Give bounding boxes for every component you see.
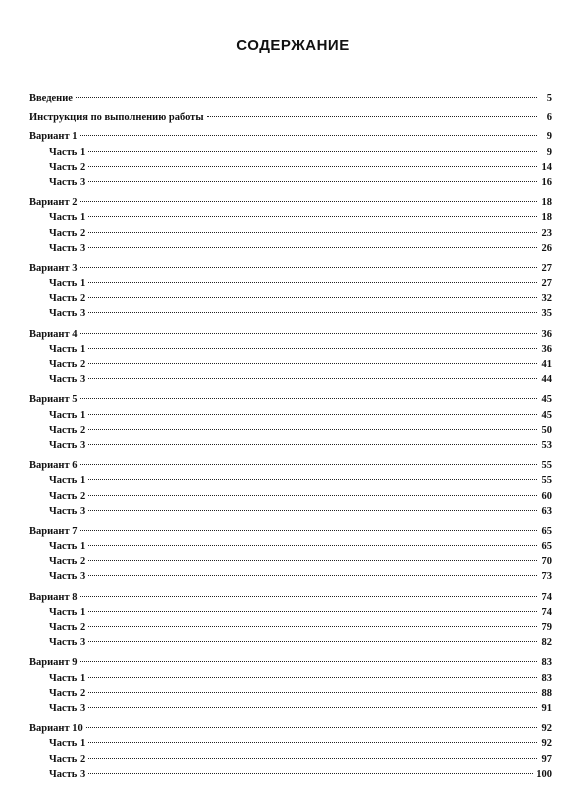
entry-page-number: 60 (541, 490, 552, 502)
dot-leader (88, 479, 537, 480)
toc-entry-variant[interactable] (29, 721, 552, 736)
toc-entry-part[interactable] (29, 291, 552, 306)
dot-leader (80, 596, 537, 597)
entry-label: Часть 2 (49, 161, 86, 173)
entry-label: Часть 2 (49, 490, 86, 502)
entry-page-number: 55 (541, 460, 552, 472)
toc-entry-part[interactable] (29, 473, 552, 488)
dot-leader (88, 363, 537, 364)
dot-leader (88, 414, 537, 415)
toc-entry-part[interactable] (29, 736, 552, 751)
dot-leader (88, 282, 537, 283)
toc-entry-part[interactable] (29, 372, 552, 387)
page-title: СОДЕРЖАНИЕ (236, 37, 350, 54)
toc-entry-part[interactable] (29, 145, 552, 160)
toc-entry-part[interactable] (29, 160, 552, 175)
dot-leader (88, 216, 537, 217)
variant-group (29, 458, 552, 519)
entry-page-number: 74 (541, 591, 552, 603)
entry-page-number: 82 (541, 637, 552, 649)
toc-entry-part[interactable] (29, 569, 552, 584)
entry-page-number: 23 (541, 227, 552, 239)
dot-leader (88, 742, 537, 743)
entry-page-number: 50 (541, 424, 552, 436)
dot-leader (88, 707, 537, 708)
entry-label: Часть 2 (49, 556, 86, 568)
entry-page-number: 91 (541, 702, 552, 714)
entry-page-number: 83 (541, 672, 552, 684)
entry-page-number: 9 (546, 146, 552, 158)
dot-leader (88, 677, 537, 678)
entry-page-number: 18 (541, 212, 552, 224)
entry-page-number: 100 (536, 768, 552, 780)
entry-label: Вариант 10 (29, 723, 83, 735)
entry-page-number: 26 (541, 242, 552, 254)
entry-page-number: 65 (541, 525, 552, 537)
dot-leader (80, 530, 537, 531)
dot-leader (207, 116, 537, 117)
entry-page-number: 55 (541, 475, 552, 487)
entry-label: Часть 2 (49, 687, 86, 699)
entry-page-number: 44 (541, 374, 552, 386)
toc-entry-part[interactable] (29, 241, 552, 256)
toc-entry-variant[interactable] (29, 129, 552, 144)
dot-leader (88, 545, 537, 546)
toc-entry-part[interactable] (29, 686, 552, 701)
dot-leader (80, 464, 537, 465)
intro-entries (29, 91, 552, 125)
entry-page-number: 73 (541, 571, 552, 583)
variant-group (29, 195, 552, 256)
entry-page-number: 35 (541, 308, 552, 320)
toc-entry-part[interactable] (29, 539, 552, 554)
dot-leader (88, 641, 537, 642)
variant-group (29, 129, 552, 190)
dot-leader (88, 495, 537, 496)
entry-label: Часть 3 (49, 308, 86, 320)
toc-entry-part[interactable] (29, 306, 552, 321)
entry-label: Вариант 2 (29, 197, 78, 209)
dot-leader (88, 560, 537, 561)
dot-leader (86, 727, 537, 728)
entry-label: Вариант 7 (29, 525, 78, 537)
entry-label: Вариант 8 (29, 591, 78, 603)
entry-label: Часть 3 (49, 702, 86, 714)
entry-label: Часть 2 (49, 293, 86, 305)
entry-label: Часть 1 (49, 146, 86, 158)
toc-entry-part[interactable] (29, 620, 552, 635)
entry-label: Часть 1 (49, 212, 86, 224)
entry-page-number: 92 (541, 738, 552, 750)
toc-entry-part[interactable] (29, 357, 552, 372)
dot-leader (80, 398, 537, 399)
toc-entry-intro[interactable] (29, 91, 552, 106)
toc-entry-part[interactable] (29, 175, 552, 190)
toc-entry-variant[interactable] (29, 590, 552, 605)
entry-page-number: 65 (541, 541, 552, 553)
toc-entry-part[interactable] (29, 554, 552, 569)
toc-entry-part[interactable] (29, 342, 552, 357)
variant-group (29, 524, 552, 585)
entry-label: Часть 2 (49, 227, 86, 239)
dot-leader (88, 297, 537, 298)
entry-label: Часть 1 (49, 409, 86, 421)
dot-leader (80, 333, 537, 334)
table-of-contents (29, 91, 552, 787)
entry-page-number: 92 (541, 723, 552, 735)
entry-page-number: 18 (541, 197, 552, 209)
toc-entry-part[interactable] (29, 671, 552, 686)
entry-page-number: 5 (546, 93, 552, 104)
dot-leader (88, 773, 533, 774)
entry-label: Вариант 1 (29, 131, 78, 143)
entry-page-number: 14 (541, 161, 552, 173)
toc-entry-variant[interactable] (29, 327, 552, 342)
dot-leader (88, 575, 537, 576)
variant-group (29, 261, 552, 322)
toc-entry-part[interactable] (29, 504, 552, 519)
toc-entry-variant[interactable] (29, 458, 552, 473)
dot-leader (80, 135, 537, 136)
entry-page-number: 53 (541, 439, 552, 451)
entry-page-number: 36 (541, 328, 552, 340)
entry-label: Часть 1 (49, 672, 86, 684)
dot-leader (88, 692, 537, 693)
dot-leader (88, 247, 537, 248)
entry-page-number: 74 (541, 606, 552, 618)
entry-label: Часть 3 (49, 242, 86, 254)
entry-label: Часть 1 (49, 343, 86, 355)
dot-leader (88, 312, 537, 313)
dot-leader (88, 378, 537, 379)
dot-leader (88, 626, 537, 627)
dot-leader (88, 151, 537, 152)
dot-leader (88, 181, 537, 182)
variant-entries (29, 129, 552, 782)
toc-entry-part[interactable] (29, 605, 552, 620)
entry-page-number: 16 (541, 176, 552, 188)
toc-entry-part[interactable] (29, 423, 552, 438)
toc-entry-variant[interactable] (29, 261, 552, 276)
entry-label: Вариант 4 (29, 328, 78, 340)
dot-leader (88, 429, 537, 430)
toc-entry-part[interactable] (29, 701, 552, 716)
toc-entry-variant[interactable] (29, 195, 552, 210)
entry-page-number: 79 (541, 622, 552, 633)
dot-leader (88, 611, 537, 612)
toc-entry-part[interactable] (29, 752, 552, 767)
entry-page-number: 63 (541, 505, 552, 517)
entry-label: Часть 3 (49, 374, 86, 386)
toc-entry-variant[interactable] (29, 655, 552, 670)
entry-label: Вариант 5 (29, 394, 78, 406)
entry-label: Часть 2 (49, 424, 86, 436)
entry-label: Вариант 6 (29, 460, 78, 472)
entry-page-number: 9 (546, 131, 552, 143)
dot-leader (88, 758, 537, 759)
dot-leader (88, 348, 537, 349)
dot-leader (80, 201, 537, 202)
entry-page-number: 32 (541, 293, 552, 305)
entry-page-number: 97 (541, 753, 552, 765)
entry-label: Часть 3 (49, 439, 86, 451)
toc-entry-part[interactable] (29, 226, 552, 241)
toc-entry-part[interactable] (29, 408, 552, 423)
entry-page-number: 41 (541, 359, 552, 370)
entry-page-number: 36 (541, 343, 552, 355)
entry-label: Часть 1 (49, 606, 86, 618)
toc-entry-part[interactable] (29, 489, 552, 504)
entry-label: Введение (29, 93, 73, 104)
entry-label: Часть 3 (49, 768, 86, 780)
entry-label: Часть 2 (49, 622, 86, 633)
toc-entry-intro[interactable] (29, 110, 552, 125)
entry-label: Часть 1 (49, 475, 86, 487)
entry-label: Часть 3 (49, 571, 86, 583)
dot-leader (88, 166, 537, 167)
entry-page-number: 6 (546, 112, 552, 124)
entry-label: Часть 2 (49, 359, 86, 370)
entry-label: Инструкция по выполнению работы (29, 112, 204, 124)
dot-leader (88, 232, 537, 233)
variant-group (29, 590, 552, 651)
entry-page-number: 83 (541, 657, 552, 669)
entry-label: Часть 1 (49, 738, 86, 750)
variant-group (29, 392, 552, 453)
entry-page-number: 27 (541, 262, 552, 274)
entry-label: Часть 3 (49, 176, 86, 188)
dot-leader (80, 661, 537, 662)
variant-group (29, 655, 552, 716)
entry-page-number: 88 (541, 687, 552, 699)
variant-group (29, 327, 552, 388)
variant-group (29, 721, 552, 782)
dot-leader (76, 97, 537, 98)
entry-label: Часть 2 (49, 753, 86, 765)
dot-leader (80, 267, 537, 268)
toc-entry-part[interactable] (29, 635, 552, 650)
dot-leader (88, 510, 537, 511)
toc-entry-part[interactable] (29, 276, 552, 291)
entry-page-number: 45 (541, 394, 552, 406)
entry-page-number: 70 (541, 556, 552, 568)
toc-entry-variant[interactable] (29, 392, 552, 407)
entry-label: Часть 3 (49, 637, 86, 649)
entry-page-number: 45 (541, 409, 552, 421)
entry-page-number: 27 (541, 278, 552, 290)
entry-label: Вариант 9 (29, 657, 78, 669)
toc-entry-part[interactable] (29, 767, 552, 782)
entry-label: Часть 1 (49, 278, 86, 290)
entry-label: Часть 1 (49, 541, 86, 553)
toc-entry-variant[interactable] (29, 524, 552, 539)
entry-label: Вариант 3 (29, 262, 78, 274)
dot-leader (88, 444, 537, 445)
toc-entry-part[interactable] (29, 210, 552, 225)
toc-entry-part[interactable] (29, 438, 552, 453)
entry-label: Часть 3 (49, 505, 86, 517)
